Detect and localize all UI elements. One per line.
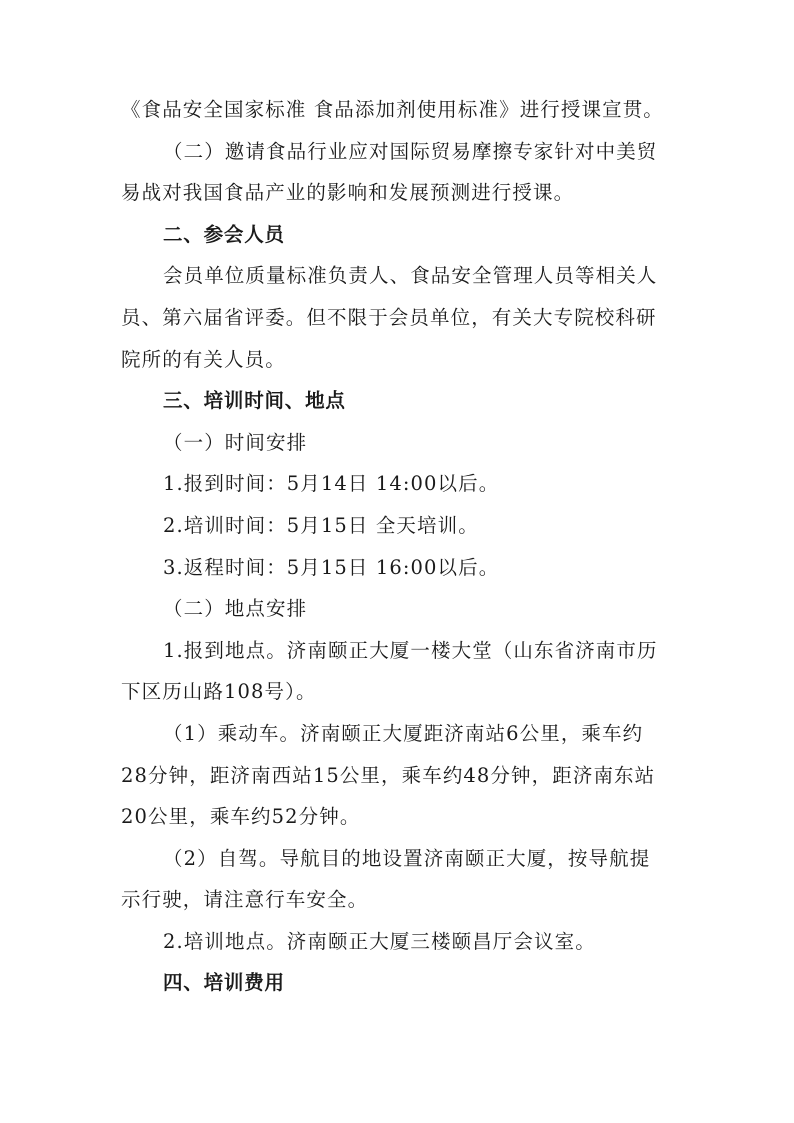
subsection-heading: （一）时间安排 xyxy=(163,430,308,454)
paragraph-line: 20公里，乘车约52分钟。 xyxy=(121,805,361,829)
subsection-heading: （二）地点安排 xyxy=(163,597,308,621)
list-item: 3.返程时间：5月15日 16:00以后。 xyxy=(163,555,500,579)
section-heading: 四、培训费用 xyxy=(163,971,285,995)
list-item: （2）自驾。导航目的地设置济南颐正大厦，按导航提 xyxy=(163,846,651,870)
list-item: 2.培训地点。济南颐正大厦三楼颐昌厅会议室。 xyxy=(163,929,596,953)
list-item: （1）乘动车。济南颐正大厦距济南站6公里，乘车约 xyxy=(163,721,644,745)
paragraph-line: 员、第六届省评委。但不限于会员单位，有关大专院校科研 xyxy=(121,305,657,329)
paragraph-line: 示行驶，请注意行车安全。 xyxy=(121,888,369,912)
section-heading: 二、参会人员 xyxy=(163,222,285,246)
paragraph-line: 28分钟，距济南西站15公里，乘车约48分钟，距济南东站 xyxy=(121,763,656,787)
paragraph-line: 《食品安全国家标准 食品添加剂使用标准》进行授课宣贯。 xyxy=(121,98,664,121)
paragraph-line: 院所的有关人员。 xyxy=(121,347,286,371)
list-item: 2.培训时间：5月15日 全天培训。 xyxy=(163,513,479,537)
paragraph-line: 会员单位质量标准负责人、食品安全管理人员等相关人 xyxy=(163,264,658,288)
paragraph-line: 易战对我国食品产业的影响和发展预测进行授课。 xyxy=(121,181,575,205)
paragraph-line: 下区历山路108号）。 xyxy=(121,680,317,704)
list-item: 1.报到地点。济南颐正大厦一楼大堂（山东省济南市历 xyxy=(163,638,658,662)
list-item: 1.报到时间：5月14日 14:00以后。 xyxy=(163,472,500,496)
document-body xyxy=(121,89,681,1004)
paragraph-line: （二）邀请食品行业应对国际贸易摩擦专家针对中美贸 xyxy=(163,139,658,163)
section-heading: 三、培训时间、地点 xyxy=(163,389,346,413)
